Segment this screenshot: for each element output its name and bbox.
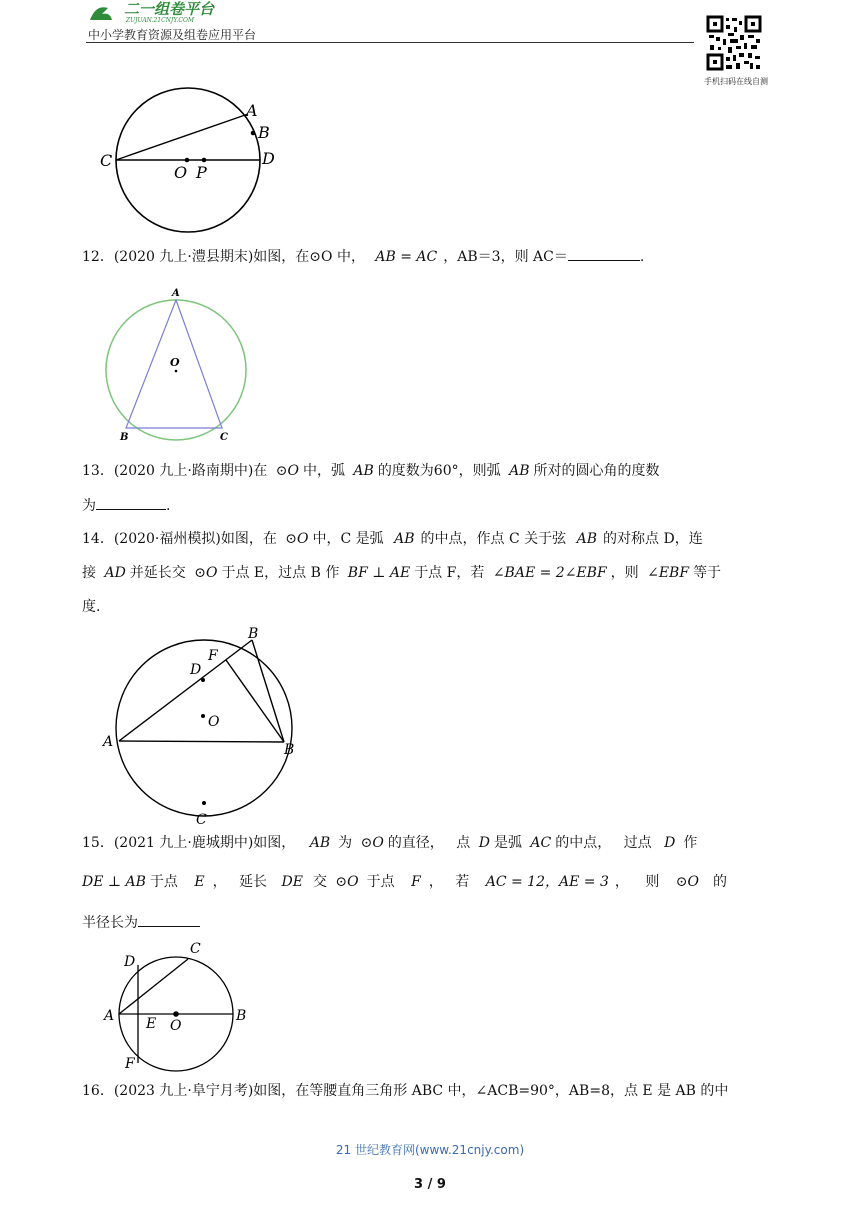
q14-chord-ab: AB — [576, 531, 598, 547]
q13-text: 为 — [82, 498, 96, 514]
page-number: 3 / 9 — [414, 1177, 446, 1192]
q15-text: 作 — [683, 835, 698, 851]
q15-text: 的中点， — [555, 835, 612, 851]
q15-text: 如图， — [253, 835, 296, 851]
q13-text: 所对的圆心角的度数 — [533, 463, 660, 479]
q14-circle-o: ⊙O — [285, 531, 309, 547]
q15-point-f: F — [411, 874, 421, 890]
fig14-label-b: B — [284, 742, 295, 758]
figure-q14 — [100, 624, 300, 828]
q15-text: 延长 — [239, 874, 268, 890]
fig14-label-o: O — [208, 714, 220, 730]
q15-de: DE — [281, 874, 303, 890]
fig11-label-p: P — [196, 163, 207, 182]
q12-source: (2020 九上·澧县期末) — [113, 249, 254, 265]
fig15-label-b: B — [236, 1008, 247, 1024]
q13-text: 中，弧 — [302, 463, 345, 479]
q13-answer-blank[interactable] — [96, 495, 166, 510]
q15-text: 为 — [338, 835, 353, 851]
q15-text: ， — [614, 874, 629, 890]
fig15-label-e: E — [146, 1016, 157, 1032]
q13-source: (2020 九上·路南期中) — [113, 463, 254, 479]
q15-text: 于点 — [366, 874, 395, 890]
question-15-line1 — [82, 833, 697, 853]
q16-number: 16． — [82, 1083, 114, 1099]
question-13-line2 — [82, 495, 170, 516]
q14-source: (2020·福州模拟) — [113, 531, 221, 547]
q15-text: 半径长为 — [82, 915, 138, 931]
logo-runner-icon — [90, 7, 112, 20]
q15-condition: AC = 12，AE = 3 — [485, 874, 609, 890]
q15-text: 点 — [456, 835, 471, 851]
figure-q11 — [96, 84, 286, 236]
q16-source: (2023 九上·阜宁月考) — [113, 1083, 254, 1099]
q13-arc-ab: AB — [509, 463, 530, 479]
question-14-line2 — [82, 563, 721, 583]
question-14-line1 — [82, 529, 703, 549]
q14-text: 于点 E，过点 B 作 — [221, 565, 340, 581]
fig11-label-b: B — [258, 123, 270, 142]
fig14-label-d: D — [190, 662, 202, 678]
q14-number: 14． — [82, 531, 114, 547]
q14-circle-o: ⊙O — [194, 565, 218, 581]
q14-text: 的对称点 D，连 — [603, 531, 703, 547]
qr-caption: 手机扫码在线自测 — [704, 77, 768, 86]
q12-number: 12． — [82, 249, 114, 265]
logo-text: 二一组卷平台 — [124, 0, 215, 18]
fig15-label-f: F — [125, 1056, 135, 1072]
fig14-label-c: C — [196, 812, 207, 828]
q15-text: 于点 — [149, 874, 178, 890]
q16-text: 如图，在等腰直角三角形 ABC 中，∠ACB=90°，AB=8，点 E 是 AB 的中 — [253, 1083, 729, 1099]
question-16 — [82, 1081, 728, 1101]
question-13-line1 — [82, 461, 660, 481]
qr-code-icon[interactable] — [706, 15, 762, 71]
question-14-line3 — [82, 597, 100, 617]
q14-text: 度. — [82, 599, 101, 615]
q15-source: (2021 九上·鹿城期中) — [113, 835, 254, 851]
q15-point-e: E — [194, 874, 205, 890]
q15-text: 若 — [455, 874, 470, 890]
q14-text: 中，C 是弧 — [312, 531, 384, 547]
q15-text: ， — [212, 874, 227, 890]
q15-text: 的直径， — [387, 835, 444, 851]
fig11-label-a: A — [246, 101, 258, 120]
fig14-label-b-top: B — [248, 626, 259, 642]
q15-de-perp-ab: DE ⊥ AB — [82, 874, 146, 890]
q13-number: 13． — [82, 463, 114, 479]
platform-logo — [86, 0, 276, 24]
q15-circle-o: ⊙O — [335, 874, 359, 890]
footer-source-link[interactable]: 21 世纪教育网(www.21cnjy.com) — [335, 1143, 525, 1157]
q15-circle-o: ⊙O — [360, 835, 384, 851]
q15-point-d: D — [664, 835, 676, 851]
fig12-label-o: O — [170, 356, 180, 369]
fig15-label-c: C — [190, 941, 201, 957]
q15-text: 是弧 — [493, 835, 522, 851]
fig11-label-c: C — [100, 151, 113, 170]
q14-angle-equation: ∠BAE = 2∠EBF — [492, 565, 607, 581]
fig11-label-d: D — [262, 149, 275, 168]
q14-text: 并延长交 — [129, 565, 186, 581]
fig15-label-a: A — [104, 1008, 115, 1024]
q12-answer-blank[interactable] — [568, 246, 640, 261]
q13-text: 的度数为60°，则弧 — [377, 463, 501, 479]
q14-text: 接 — [82, 565, 96, 581]
q15-circle-o: ⊙O — [675, 874, 699, 890]
q14-arc-ab: AB — [394, 531, 415, 547]
q15-text: 过点 — [623, 835, 652, 851]
q15-point-d: D — [478, 835, 490, 851]
q13-circle-o: ⊙O — [275, 463, 299, 479]
q15-arc-ac: AC — [530, 835, 552, 851]
q15-text: ， — [428, 874, 443, 890]
fig15-label-d: D — [124, 954, 136, 970]
fig12-label-b: B — [120, 432, 129, 443]
q14-bf-perp-ae: BF ⊥ AE — [347, 565, 411, 581]
q13-arc-ab: AB — [353, 463, 374, 479]
q15-answer-blank[interactable] — [138, 912, 200, 927]
q14-angle-ebf: ∠EBF — [647, 565, 690, 581]
q13-end: . — [166, 498, 171, 514]
q14-text: 如图，在 — [220, 531, 277, 547]
q15-text: 的 — [712, 874, 727, 890]
question-12 — [82, 246, 644, 267]
question-15-line2 — [82, 872, 727, 892]
q15-ab: AB — [309, 835, 331, 851]
figure-q15 — [100, 938, 252, 1072]
q14-text: 等于 — [693, 565, 722, 581]
q12-end: . — [639, 249, 645, 265]
q14-text: 的中点，作点 C 关于弦 — [420, 531, 567, 547]
q12-text-b: ，AB＝3，则 AC＝ — [443, 249, 568, 265]
logo-url: ZUJUAN.21CNJY.COM — [126, 17, 195, 24]
q14-text: ，则 — [610, 565, 639, 581]
fig11-label-o: O — [174, 163, 188, 182]
fig12-label-a: A — [172, 288, 180, 299]
site-name: 中小学教育资源及组卷应用平台 — [88, 28, 257, 42]
fig12-label-c: C — [220, 432, 228, 443]
question-15-line3 — [82, 912, 200, 933]
fig14-label-a: A — [103, 734, 114, 750]
q12-text-a: 如图，在⊙O 中， — [253, 249, 365, 265]
figure-q12 — [100, 282, 252, 444]
q15-text: 则 — [645, 874, 660, 890]
q15-number: 15． — [82, 835, 114, 851]
q14-ad: AD — [104, 565, 126, 581]
q15-text: 交 — [312, 874, 327, 890]
fig14-label-f: F — [208, 648, 218, 664]
q13-text: 在 — [253, 463, 268, 479]
fig15-label-o: O — [170, 1018, 182, 1034]
header-divider — [86, 42, 694, 43]
q12-arc-equation: AB = AC — [375, 249, 438, 265]
q14-text: 于点 F，若 — [414, 565, 485, 581]
